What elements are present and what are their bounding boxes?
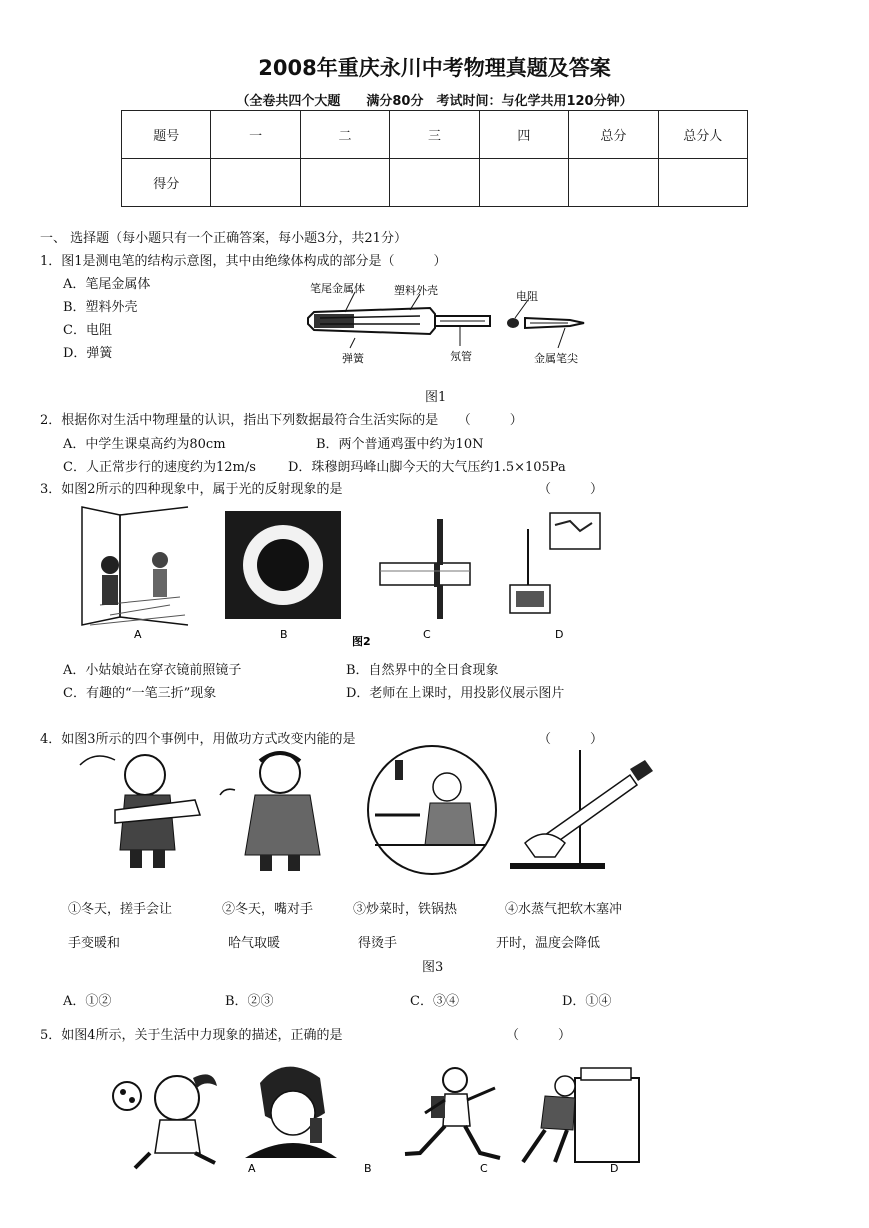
table-header-cell: 一 [211,111,300,159]
q2-option-d: D．珠穆朗玛峰山脚今天的大气压约1.5×105Pa [288,460,566,475]
exam-info: （全卷共四个大题 满分80分 考试时间：与化学共用120分钟） [236,94,633,109]
q2-stem: 2．根据你对生活中物理量的认识，指出下列数据最符合生活实际的是 （ ） [40,413,523,428]
table-row-label: 得分 [122,159,211,207]
q4-option-a: A．①② [63,994,112,1009]
table-header-cell: 总分人 [658,111,747,159]
table-header-cell: 题号 [122,111,211,159]
table-row [122,159,748,207]
fig2-images [80,505,610,653]
table-header-cell: 三 [390,111,479,159]
q3-answer-paren: （ ） [538,482,604,497]
kicking-ball-image [113,1074,217,1168]
q2-option-b: B．两个普通鸡蛋中约为10N [316,437,484,452]
fig4-images [105,1058,645,1178]
score-cell[interactable] [211,159,300,207]
rubbing-hands-image [80,755,200,868]
section-heading: 一、 选择题（每小题只有一个正确答案，每小题3分，共21分） [40,231,407,246]
q3-stem: 3．如图2所示的四种现象中，属于光的反射现象的是 [40,482,343,497]
fig2-letter-d: D [555,628,564,641]
table-header-cell: 四 [479,111,568,159]
fig2-letter-a: A [134,628,142,641]
running-person-image [405,1068,500,1158]
person-drinking-image [240,1060,338,1160]
fig2-caption: 图2 [352,635,371,648]
fig1-label-spring: 弹簧 [342,352,364,365]
q4-stem: 4．如图3所示的四个事例中，用做功方式改变内能的是 [40,732,356,747]
fig1-label-tip: 金属笔尖 [534,352,578,365]
q3-option-d: D．老师在上课时，用投影仪展示图片 [346,686,565,701]
q1-option-a: A．笔尾金属体 [63,277,151,292]
score-cell[interactable] [569,159,658,207]
figure-caption: 图1 [425,390,447,405]
score-cell[interactable] [479,159,568,207]
q2-option-a: A．中学生课桌高约为80cm [63,437,226,452]
q4-item-4-line2: 开时，温度会降低 [496,936,601,951]
q4-option-c: C．③④ [410,994,459,1009]
projector-image [510,513,600,613]
q4-answer-paren: （ ） [538,732,604,747]
score-table [121,110,748,207]
q5-stem: 5．如图4所示，关于生活中力现象的描述，正确的是 [40,1028,343,1043]
breathing-hands-image [220,753,320,871]
mirror-girl-image [82,507,188,625]
q4-item-3-line1: ③炒菜时，铁锅热 [353,902,458,917]
q3-option-a: A．小姑娘站在穿衣镜前照镜子 [63,663,242,678]
score-cell[interactable] [658,159,747,207]
q2-option-c: C．人正常步行的速度约为12m/s [63,460,256,475]
q4-option-b: B．②③ [225,994,274,1009]
page-title: 2008年重庆永川中考物理真题及答案 [258,56,611,80]
table-header-cell: 总分 [569,111,658,159]
fig4-letter-c: C [480,1162,488,1175]
q1-option-c: C．电阻 [63,323,112,338]
q4-item-3-line2: 得烫手 [358,936,398,951]
figure-caption: 图3 [422,960,444,975]
fig2-letter-b: B [280,628,288,641]
q4-item-4-line1: ④水蒸气把软木塞冲 [505,902,623,917]
fig3-images [75,745,655,880]
fig1-label-shell: 塑料外壳 [394,284,438,297]
q3-option-c: C．有趣的“一笔三折”现象 [63,686,217,701]
q4-item-2-line2: 哈气取暖 [228,936,281,951]
fig1-label-tail: 笔尾金属体 [310,282,365,295]
q1-option-b: B．塑料外壳 [63,300,138,315]
q1-stem: 1．图1是测电笔的结构示意图，其中由绝缘体构成的部分是（ ） [40,254,447,269]
fig1-label-resistor: 电阻 [516,290,538,303]
fig1-label-neon: 氖管 [450,350,472,363]
q4-item-1-line1: ①冬天，搓手会让 [68,902,173,917]
fig2-letter-c: C [423,628,431,641]
fig4-letter-d: D [610,1162,619,1175]
tester-pen-figure [300,278,595,373]
table-row [122,111,748,159]
pushing-box-image [523,1068,639,1162]
steam-cork-image [510,750,653,869]
fig4-letter-a: A [248,1162,256,1175]
tester-pen-icon [308,308,584,334]
cooking-pan-image [368,746,496,874]
q1-option-d: D．弹簧 [63,346,113,361]
q3-option-b: B．自然界中的全日食现象 [346,663,499,678]
score-cell[interactable] [300,159,389,207]
q4-option-d: D．①④ [562,994,612,1009]
pencil-in-water-image [380,519,470,619]
score-cell[interactable] [390,159,479,207]
q4-item-1-line2: 手变暖和 [68,936,121,951]
fig4-letter-b: B [364,1162,372,1175]
table-header-cell: 二 [300,111,389,159]
q4-item-2-line1: ②冬天，嘴对手 [222,902,314,917]
solar-eclipse-image [225,511,341,619]
q5-answer-paren: （ ） [506,1028,572,1043]
